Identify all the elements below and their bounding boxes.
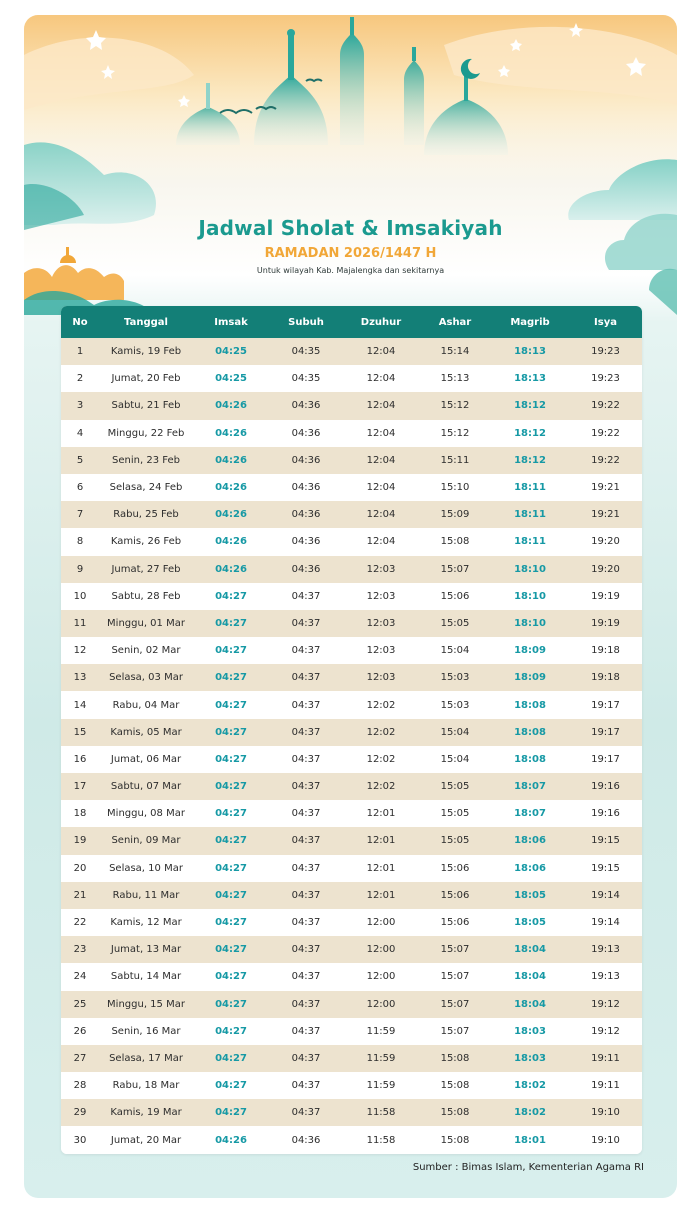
cell-col-dzuhur: 12:01 (343, 855, 419, 882)
cell-col-no: 15 (61, 719, 99, 746)
header-col-dzuhur: Dzuhur (360, 316, 402, 328)
cell-col-imsak: 04:27 (193, 855, 269, 882)
cell-col-ashar: 15:05 (419, 773, 491, 800)
cell-col-subuh: 04:37 (269, 800, 343, 827)
table-row (61, 501, 642, 528)
schedule-table (61, 306, 642, 1154)
cell-col-imsak: 04:27 (193, 909, 269, 936)
cell-col-imsak: 04:27 (193, 936, 269, 963)
table-row (61, 936, 642, 963)
cell-col-magrib: 18:05 (491, 882, 569, 909)
cell-col-subuh: 04:37 (269, 637, 343, 664)
cell-col-magrib: 18:07 (491, 773, 569, 800)
cell-col-date: Senin, 02 Mar (99, 637, 193, 664)
cell-col-no: 10 (61, 583, 99, 610)
cell-col-no: 27 (61, 1045, 99, 1072)
cell-col-no: 11 (61, 610, 99, 637)
cell-col-subuh: 04:36 (269, 420, 343, 447)
table-row (61, 1099, 642, 1126)
cell-col-no: 30 (61, 1126, 99, 1153)
cell-col-dzuhur: 12:03 (343, 610, 419, 637)
cell-col-ashar: 15:07 (419, 556, 491, 583)
cell-col-ashar: 15:06 (419, 909, 491, 936)
cell-col-imsak: 04:27 (193, 882, 269, 909)
cell-col-ashar: 15:08 (419, 1099, 491, 1126)
cell-col-subuh: 04:36 (269, 474, 343, 501)
cell-col-imsak: 04:27 (193, 610, 269, 637)
cell-col-date: Jumat, 27 Feb (99, 556, 193, 583)
cell-col-magrib: 18:09 (491, 637, 569, 664)
cell-col-ashar: 15:06 (419, 855, 491, 882)
cell-col-ashar: 15:08 (419, 1126, 491, 1153)
cell-col-no: 9 (61, 556, 99, 583)
cell-col-date: Selasa, 24 Feb (99, 474, 193, 501)
cell-col-ashar: 15:10 (419, 474, 491, 501)
cell-col-dzuhur: 11:59 (343, 1045, 419, 1072)
page-subtitle: RAMADAN 2026/1447 H (264, 246, 437, 261)
cell-col-imsak: 04:27 (193, 1018, 269, 1045)
cell-col-date: Kamis, 19 Feb (99, 338, 193, 365)
cell-col-magrib: 18:12 (491, 447, 569, 474)
cell-col-ashar: 15:12 (419, 420, 491, 447)
cell-col-imsak: 04:27 (193, 1072, 269, 1099)
cell-col-magrib: 18:11 (491, 501, 569, 528)
header-col-date: Tanggal (124, 316, 168, 328)
region-note: Untuk wilayah Kab. Majalengka dan sekitarnya (256, 266, 445, 275)
cell-col-ashar: 15:08 (419, 528, 491, 555)
cell-col-imsak: 04:26 (193, 447, 269, 474)
table-row (61, 365, 642, 392)
cell-col-isya: 19:10 (569, 1099, 642, 1126)
cell-col-ashar: 15:04 (419, 746, 491, 773)
cell-col-magrib: 18:13 (491, 338, 569, 365)
cell-col-ashar: 15:03 (419, 664, 491, 691)
cell-col-subuh: 04:37 (269, 1099, 343, 1126)
cell-col-isya: 19:22 (569, 392, 642, 419)
table-row (61, 1045, 642, 1072)
cell-col-dzuhur: 12:00 (343, 909, 419, 936)
cell-col-dzuhur: 12:02 (343, 719, 419, 746)
cell-col-isya: 19:20 (569, 528, 642, 555)
cell-col-subuh: 04:37 (269, 827, 343, 854)
cell-col-date: Jumat, 13 Mar (99, 936, 193, 963)
table-row (61, 474, 642, 501)
cell-col-magrib: 18:08 (491, 746, 569, 773)
cell-col-magrib: 18:07 (491, 800, 569, 827)
cell-col-dzuhur: 12:04 (343, 501, 419, 528)
title-block (24, 215, 677, 277)
cell-col-magrib: 18:02 (491, 1099, 569, 1126)
cell-col-isya: 19:13 (569, 963, 642, 990)
cell-col-no: 1 (61, 338, 99, 365)
cell-col-date: Kamis, 26 Feb (99, 528, 193, 555)
cell-col-date: Jumat, 06 Mar (99, 746, 193, 773)
cell-col-subuh: 04:37 (269, 963, 343, 990)
cell-col-no: 3 (61, 392, 99, 419)
cell-col-subuh: 04:37 (269, 1018, 343, 1045)
cell-col-ashar: 15:07 (419, 963, 491, 990)
cell-col-ashar: 15:08 (419, 1072, 491, 1099)
cell-col-date: Sabtu, 14 Mar (99, 963, 193, 990)
table-row (61, 637, 642, 664)
cell-col-isya: 19:22 (569, 420, 642, 447)
cell-col-dzuhur: 12:04 (343, 338, 419, 365)
cell-col-subuh: 04:37 (269, 855, 343, 882)
cell-col-isya: 19:13 (569, 936, 642, 963)
header-col-imsak: Imsak (214, 316, 248, 328)
cell-col-ashar: 15:05 (419, 827, 491, 854)
cell-col-isya: 19:18 (569, 637, 642, 664)
table-row (61, 664, 642, 691)
cell-col-magrib: 18:08 (491, 691, 569, 718)
cell-col-subuh: 04:37 (269, 664, 343, 691)
cell-col-ashar: 15:12 (419, 392, 491, 419)
schedule-card (24, 15, 677, 1198)
cell-col-subuh: 04:36 (269, 447, 343, 474)
table-row (61, 338, 642, 365)
cell-col-magrib: 18:09 (491, 664, 569, 691)
cell-col-date: Jumat, 20 Mar (99, 1126, 193, 1153)
table-row (61, 610, 642, 637)
header-col-isya: Isya (594, 316, 617, 328)
cell-col-imsak: 04:25 (193, 365, 269, 392)
cell-col-isya: 19:12 (569, 991, 642, 1018)
cell-col-no: 7 (61, 501, 99, 528)
cell-col-dzuhur: 12:01 (343, 882, 419, 909)
cell-col-ashar: 15:04 (419, 719, 491, 746)
cell-col-no: 23 (61, 936, 99, 963)
cell-col-no: 28 (61, 1072, 99, 1099)
cell-col-date: Kamis, 05 Mar (99, 719, 193, 746)
cell-col-no: 12 (61, 637, 99, 664)
cell-col-imsak: 04:26 (193, 420, 269, 447)
cell-col-ashar: 15:06 (419, 583, 491, 610)
cell-col-subuh: 04:37 (269, 909, 343, 936)
table-row (61, 827, 642, 854)
cell-col-dzuhur: 12:00 (343, 936, 419, 963)
table-row (61, 909, 642, 936)
header-col-subuh: Subuh (288, 316, 324, 328)
cell-col-no: 21 (61, 882, 99, 909)
table-row (61, 991, 642, 1018)
cell-col-dzuhur: 11:59 (343, 1072, 419, 1099)
table-row (61, 855, 642, 882)
cell-col-date: Rabu, 18 Mar (99, 1072, 193, 1099)
cell-col-imsak: 04:27 (193, 1099, 269, 1126)
cell-col-ashar: 15:09 (419, 501, 491, 528)
cell-col-date: Sabtu, 21 Feb (99, 392, 193, 419)
table-row (61, 583, 642, 610)
cell-col-imsak: 04:27 (193, 719, 269, 746)
cell-col-ashar: 15:03 (419, 691, 491, 718)
cell-col-isya: 19:11 (569, 1072, 642, 1099)
cell-col-magrib: 18:10 (491, 583, 569, 610)
cell-col-subuh: 04:37 (269, 610, 343, 637)
cell-col-no: 19 (61, 827, 99, 854)
cell-col-isya: 19:15 (569, 827, 642, 854)
cell-col-no: 17 (61, 773, 99, 800)
cell-col-imsak: 04:27 (193, 637, 269, 664)
cell-col-isya: 19:14 (569, 909, 642, 936)
cell-col-dzuhur: 12:01 (343, 800, 419, 827)
cell-col-ashar: 15:07 (419, 1018, 491, 1045)
cell-col-magrib: 18:04 (491, 991, 569, 1018)
cell-col-no: 22 (61, 909, 99, 936)
cell-col-ashar: 15:06 (419, 882, 491, 909)
table-row (61, 528, 642, 555)
cell-col-imsak: 04:26 (193, 501, 269, 528)
cell-col-imsak: 04:27 (193, 583, 269, 610)
cell-col-magrib: 18:06 (491, 855, 569, 882)
cell-col-ashar: 15:14 (419, 338, 491, 365)
cell-col-subuh: 04:37 (269, 691, 343, 718)
cell-col-isya: 19:20 (569, 556, 642, 583)
cell-col-imsak: 04:27 (193, 691, 269, 718)
cell-col-isya: 19:16 (569, 800, 642, 827)
cell-col-no: 26 (61, 1018, 99, 1045)
cell-col-magrib: 18:10 (491, 610, 569, 637)
cell-col-no: 20 (61, 855, 99, 882)
cell-col-no: 5 (61, 447, 99, 474)
table-body (61, 338, 642, 1154)
cell-col-ashar: 15:13 (419, 365, 491, 392)
cell-col-dzuhur: 12:03 (343, 583, 419, 610)
cell-col-date: Rabu, 11 Mar (99, 882, 193, 909)
cell-col-dzuhur: 12:01 (343, 827, 419, 854)
cell-col-magrib: 18:08 (491, 719, 569, 746)
cell-col-date: Senin, 23 Feb (99, 447, 193, 474)
cell-col-dzuhur: 12:03 (343, 637, 419, 664)
cell-col-no: 18 (61, 800, 99, 827)
table-row (61, 800, 642, 827)
cell-col-dzuhur: 12:00 (343, 963, 419, 990)
cell-col-imsak: 04:26 (193, 474, 269, 501)
table-row (61, 719, 642, 746)
cell-col-imsak: 04:25 (193, 338, 269, 365)
cell-col-imsak: 04:26 (193, 528, 269, 555)
cell-col-subuh: 04:37 (269, 719, 343, 746)
cell-col-magrib: 18:05 (491, 909, 569, 936)
cell-col-dzuhur: 12:03 (343, 664, 419, 691)
cell-col-subuh: 04:37 (269, 1072, 343, 1099)
cell-col-imsak: 04:27 (193, 746, 269, 773)
cell-col-date: Senin, 16 Mar (99, 1018, 193, 1045)
page-title: Jadwal Sholat & Imsakiyah (198, 216, 503, 240)
cell-col-dzuhur: 12:02 (343, 691, 419, 718)
cell-col-subuh: 04:35 (269, 365, 343, 392)
cell-col-magrib: 18:01 (491, 1126, 569, 1153)
cell-col-date: Minggu, 01 Mar (99, 610, 193, 637)
cell-col-imsak: 04:27 (193, 827, 269, 854)
table-row (61, 746, 642, 773)
cell-col-dzuhur: 12:04 (343, 392, 419, 419)
table-row (61, 773, 642, 800)
table-row (61, 1126, 642, 1153)
cell-col-imsak: 04:27 (193, 773, 269, 800)
cell-col-isya: 19:18 (569, 664, 642, 691)
cell-col-date: Minggu, 08 Mar (99, 800, 193, 827)
cell-col-subuh: 04:37 (269, 773, 343, 800)
cell-col-date: Selasa, 17 Mar (99, 1045, 193, 1072)
cell-col-dzuhur: 12:02 (343, 773, 419, 800)
cell-col-isya: 19:10 (569, 1126, 642, 1153)
cell-col-dzuhur: 12:02 (343, 746, 419, 773)
cell-col-magrib: 18:02 (491, 1072, 569, 1099)
cell-col-subuh: 04:35 (269, 338, 343, 365)
cell-col-date: Sabtu, 07 Mar (99, 773, 193, 800)
cell-col-imsak: 04:27 (193, 1045, 269, 1072)
cell-col-no: 24 (61, 963, 99, 990)
cell-col-no: 16 (61, 746, 99, 773)
cell-col-subuh: 04:37 (269, 882, 343, 909)
cell-col-magrib: 18:04 (491, 936, 569, 963)
cell-col-subuh: 04:37 (269, 936, 343, 963)
cell-col-imsak: 04:26 (193, 556, 269, 583)
cell-col-imsak: 04:27 (193, 800, 269, 827)
cell-col-dzuhur: 11:59 (343, 1018, 419, 1045)
cell-col-date: Senin, 09 Mar (99, 827, 193, 854)
cell-col-magrib: 18:04 (491, 963, 569, 990)
cell-col-no: 29 (61, 1099, 99, 1126)
cell-col-no: 2 (61, 365, 99, 392)
cell-col-isya: 19:12 (569, 1018, 642, 1045)
cell-col-isya: 19:17 (569, 691, 642, 718)
cell-col-subuh: 04:37 (269, 583, 343, 610)
cell-col-magrib: 18:11 (491, 528, 569, 555)
cell-col-date: Kamis, 12 Mar (99, 909, 193, 936)
cell-col-magrib: 18:03 (491, 1045, 569, 1072)
cell-col-isya: 19:17 (569, 746, 642, 773)
cell-col-subuh: 04:37 (269, 1045, 343, 1072)
cell-col-isya: 19:23 (569, 338, 642, 365)
table-row (61, 963, 642, 990)
cell-col-date: Minggu, 15 Mar (99, 991, 193, 1018)
cell-col-isya: 19:21 (569, 501, 642, 528)
cell-col-subuh: 04:36 (269, 556, 343, 583)
cell-col-dzuhur: 12:00 (343, 991, 419, 1018)
cell-col-date: Rabu, 25 Feb (99, 501, 193, 528)
cell-col-date: Jumat, 20 Feb (99, 365, 193, 392)
cell-col-subuh: 04:36 (269, 1126, 343, 1153)
cell-col-imsak: 04:27 (193, 963, 269, 990)
table-row (61, 420, 642, 447)
cell-col-imsak: 04:27 (193, 664, 269, 691)
cell-col-magrib: 18:06 (491, 827, 569, 854)
table-row (61, 556, 642, 583)
cell-col-ashar: 15:05 (419, 610, 491, 637)
cell-col-no: 6 (61, 474, 99, 501)
cell-col-isya: 19:17 (569, 719, 642, 746)
cell-col-no: 13 (61, 664, 99, 691)
cell-col-isya: 19:23 (569, 365, 642, 392)
cell-col-subuh: 04:36 (269, 528, 343, 555)
cell-col-subuh: 04:37 (269, 746, 343, 773)
header-col-magrib: Magrib (510, 316, 550, 328)
cell-col-isya: 19:11 (569, 1045, 642, 1072)
cell-col-subuh: 04:37 (269, 991, 343, 1018)
table-row (61, 392, 642, 419)
cell-col-magrib: 18:11 (491, 474, 569, 501)
cell-col-dzuhur: 11:58 (343, 1099, 419, 1126)
cell-col-date: Minggu, 22 Feb (99, 420, 193, 447)
cell-col-subuh: 04:36 (269, 501, 343, 528)
table-row (61, 691, 642, 718)
cell-col-date: Selasa, 03 Mar (99, 664, 193, 691)
cell-col-date: Rabu, 04 Mar (99, 691, 193, 718)
cell-col-isya: 19:16 (569, 773, 642, 800)
cell-col-dzuhur: 12:04 (343, 420, 419, 447)
cell-col-ashar: 15:08 (419, 1045, 491, 1072)
cell-col-dzuhur: 12:03 (343, 556, 419, 583)
source-note: Sumber : Bimas Islam, Kementerian Agama RI (412, 1162, 644, 1173)
cell-col-no: 14 (61, 691, 99, 718)
cell-col-magrib: 18:10 (491, 556, 569, 583)
cell-col-imsak: 04:27 (193, 991, 269, 1018)
cell-col-ashar: 15:07 (419, 936, 491, 963)
cell-col-isya: 19:19 (569, 583, 642, 610)
cell-col-dzuhur: 12:04 (343, 528, 419, 555)
cell-col-date: Selasa, 10 Mar (99, 855, 193, 882)
cell-col-ashar: 15:07 (419, 991, 491, 1018)
cell-col-dzuhur: 12:04 (343, 474, 419, 501)
cell-col-isya: 19:22 (569, 447, 642, 474)
cell-col-date: Kamis, 19 Mar (99, 1099, 193, 1126)
cell-col-no: 4 (61, 420, 99, 447)
cell-col-subuh: 04:36 (269, 392, 343, 419)
table-row (61, 882, 642, 909)
cell-col-no: 8 (61, 528, 99, 555)
cell-col-ashar: 15:11 (419, 447, 491, 474)
table-header (61, 306, 642, 338)
cell-col-imsak: 04:26 (193, 1126, 269, 1153)
cell-col-magrib: 18:03 (491, 1018, 569, 1045)
cell-col-no: 25 (61, 991, 99, 1018)
cell-col-isya: 19:15 (569, 855, 642, 882)
table-row (61, 447, 642, 474)
cell-col-magrib: 18:12 (491, 392, 569, 419)
cell-col-magrib: 18:12 (491, 420, 569, 447)
cell-col-isya: 19:14 (569, 882, 642, 909)
header-col-ashar: Ashar (438, 316, 472, 328)
cell-col-dzuhur: 11:58 (343, 1126, 419, 1153)
cell-col-dzuhur: 12:04 (343, 365, 419, 392)
cell-col-magrib: 18:13 (491, 365, 569, 392)
cell-col-date: Sabtu, 28 Feb (99, 583, 193, 610)
table-row (61, 1072, 642, 1099)
cell-col-ashar: 15:04 (419, 637, 491, 664)
cell-col-isya: 19:21 (569, 474, 642, 501)
header-col-no: No (72, 316, 88, 328)
cell-col-isya: 19:19 (569, 610, 642, 637)
table-row (61, 1018, 642, 1045)
cell-col-imsak: 04:26 (193, 392, 269, 419)
cell-col-dzuhur: 12:04 (343, 447, 419, 474)
cell-col-ashar: 15:05 (419, 800, 491, 827)
